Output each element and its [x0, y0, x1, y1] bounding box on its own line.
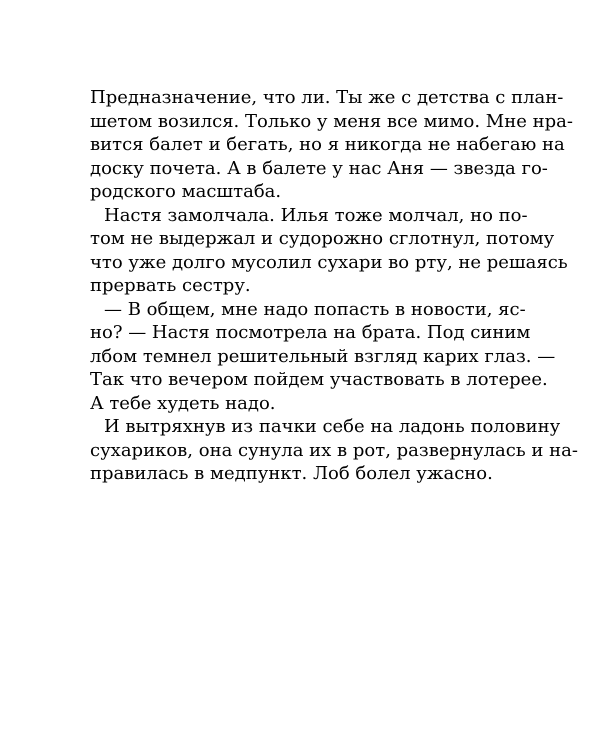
text-line: И вытряхнув из пачки себе на ладонь половину: [104, 416, 561, 437]
text-line: Настя замолчала. Илья тоже молчал, но по-: [104, 204, 528, 226]
text-line: прервать сестру.: [90, 275, 251, 296]
paragraph-3: [90, 298, 556, 416]
text-line: правилась в медпункт. Лоб болел ужасно.: [90, 463, 493, 484]
text-line: вится балет и бегать, но я никогда не набегаю на: [90, 134, 565, 155]
text-line: А тебе худеть надо.: [90, 392, 276, 414]
text-line: шетом возился. Только у меня все мимо. Мне нра-: [90, 110, 573, 132]
text-line: доску почета. А в балете у нас Аня — звезда го-: [90, 157, 548, 179]
text-line: Так что вечером пойдем участвовать в лотерее.: [90, 369, 548, 390]
text-line: Предназначение, что ли. Ты же с детства с план-: [90, 87, 564, 108]
text-line: сухариков, она сунула их в рот, развернулась и на-: [90, 439, 578, 461]
text-line: родского масштаба.: [90, 181, 282, 202]
body-text: [90, 86, 578, 486]
text-line: том не выдержал и судорожно сглотнул, потому: [90, 228, 555, 249]
text-line: — В общем, мне надо попасть в новости, яс-: [104, 298, 526, 320]
paragraph-4: [90, 415, 578, 486]
paragraph-1: [90, 86, 573, 204]
text-line: лбом темнел решительный взгляд карих глаз. —: [90, 345, 556, 367]
paragraph-2: [90, 204, 568, 298]
text-line: но? — Настя посмотрела на брата. Под синим: [90, 322, 531, 343]
text-line: что уже долго мусолил сухари во рту, не решаясь: [90, 251, 568, 273]
